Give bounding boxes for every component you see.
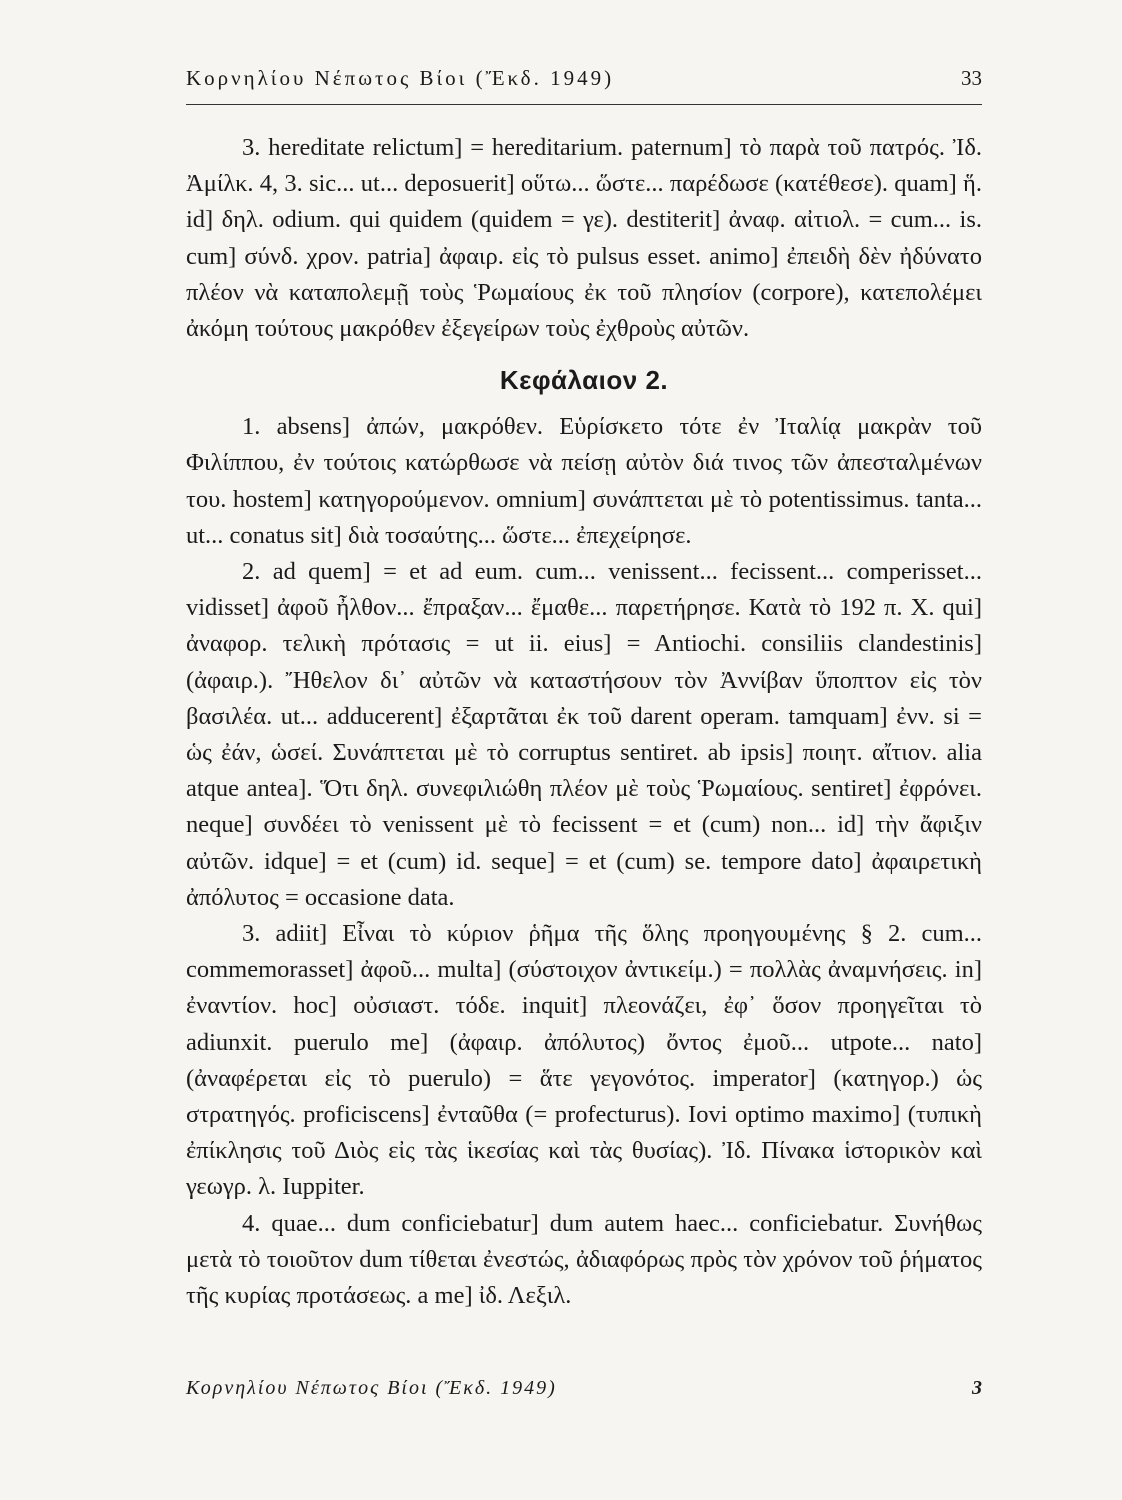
section-heading: Κεφάλαιον 2. (499, 365, 669, 396)
paragraph: 2. ad quem] = et ad eum. cum... venissent... fecissent... comperisset... vidisset] ἀφοῦ ἦλθον... ἔπραξαν... ἔμαθε... παρετήρησε. Κατὰ τὸ 192 π. Χ. qui] ἀναφορ. τελικὴ πρότασις = ut ii. eius] = Antiochi. consiliis clandestinis] (ἀφαιρ.). Ἤθελον δι᾿ αὐτῶν νὰ καταστήσουν τὸν Ἀννίβαν ὕποπτον εἰς τὸν βασιλέα. ut... adducerent] ἐξαρτᾶται ἐκ τοῦ darent operam. tamquam] ἐνν. si = ὡς ἐάν, ὡσεί. Συνάπτεται μὲ τὸ corruptus sentiret. ab ipsis] ποιητ. αἴτιον. alia atque antea]. Ὅτι δηλ. συνεφιλιώθη πλέον μὲ τοὺς Ῥωμαίους. sentiret] ἐφρόνει. neque] συνδέει τὸ venissent μὲ τὸ fecissent = et (cum) non... id] τὴν ἄφιξιν αὐτῶν. idque] = et (cum) id. seque] = et (cum) se. tempore dato] ἀφαιρετικὴ ἀπόλυτος = occasione data. (186, 558, 982, 911)
paragraph: 1. absens] ἀπών, μακρόθεν. Εὑρίσκετο τότε ἐν Ἰταλίᾳ μακρὰν τοῦ Φιλίππου, ἐν τούτοις κατώρθωσε νὰ πείσῃ αὐτὸν διά τινος τῶν ἀπεσταλμένων του. hostem] κατηγορούμενον. omnium] συνάπτεται μὲ τὸ potentissimus. tanta... ut... conatus sit] διὰ τοσαύτης... ὥστε... ἐπεχείρησε. (186, 413, 982, 549)
footer-title: Κορνηλίου Νέπωτος Βίοι (Ἔκδ. 1949) (186, 1377, 557, 1399)
running-head (186, 66, 982, 91)
paragraph: 4. quae... dum conficiebatur] dum autem haec... conficiebatur. Συνήθως μετὰ τὸ τοιοῦτον dum τίθεται ἐνεστώς, ἀδιαφόρως πρὸς τὸν χρόνον τοῦ ῥήματος τῆς κυρίας προτάσεως. a me] ἰδ. Λεξιλ. (186, 1209, 982, 1310)
paragraph: 3. adiit] Εἶναι τὸ κύριον ῥῆμα τῆς ὅλης προηγουμένης § 2. cum... commemorasset] ἀφοῦ... multa] (σύστοιχον ἀντικείμ.) = πολλὰς ἀναμνήσεις. in] ἐναντίον. hoc] οὐσιαστ. τόδε. inquit] πλεονάζει, ἐφ᾿ ὅσον προηγεῖται τὸ adiunxit. puerulo me] (ἀφαιρ. ἀπόλυτος) ὄντος ἐμοῦ... utpote... nato] (ἀναφέρεται εἰς τὸ puerulo) = ἅτε γεγονότος. imperator] (κατηγορ.) ὡς στρατηγός. proficiscens] ἐνταῦθα (= profecturus). Iovi optimo maximo] (τυπικὴ ἐπίκλησις τοῦ Διὸς εἰς τὰς ἱκεσίας καὶ τὰς θυσίας). Ἰδ. Πίνακα ἱστορικὸν καὶ γεωγρ. λ. Iuppiter. (186, 920, 982, 1201)
running-head-title: Κορνηλίου Νέπωτος Βίοι (Ἔκδ. 1949) (186, 66, 615, 90)
paragraph: 3. hereditate relictum] = hereditarium. paternum] τὸ παρὰ τοῦ πατρός. Ἰδ. Ἀμίλκ. 4, 3. sic... ut... deposuerit] οὕτω... ὥστε... παρέδωσε (κατέθεσε). quam] ἥ. id] δηλ. odium. qui quidem (quidem = γε). destiterit] ἀναφ. αἰτιολ. = cum... is. cum] σύνδ. χρον. patria] ἀφαιρ. εἰς τὸ pulsus esset. animo] ἐπειδὴ δὲν ἠδύνατο πλέον νὰ καταπολεμῇ τοὺς Ῥωμαίους ἐκ τοῦ πλησίον (corpore), κατεπολέμει ἀκόμη τούτους μακρόθεν ἐξεγείρων τοὺς ἐχθροὺς αὐτῶν. (186, 134, 982, 343)
body-text (186, 130, 982, 1314)
header-rule (186, 104, 982, 105)
footer (186, 1377, 982, 1400)
page-number: 33 (961, 66, 982, 90)
signature-mark: 3 (972, 1377, 982, 1399)
